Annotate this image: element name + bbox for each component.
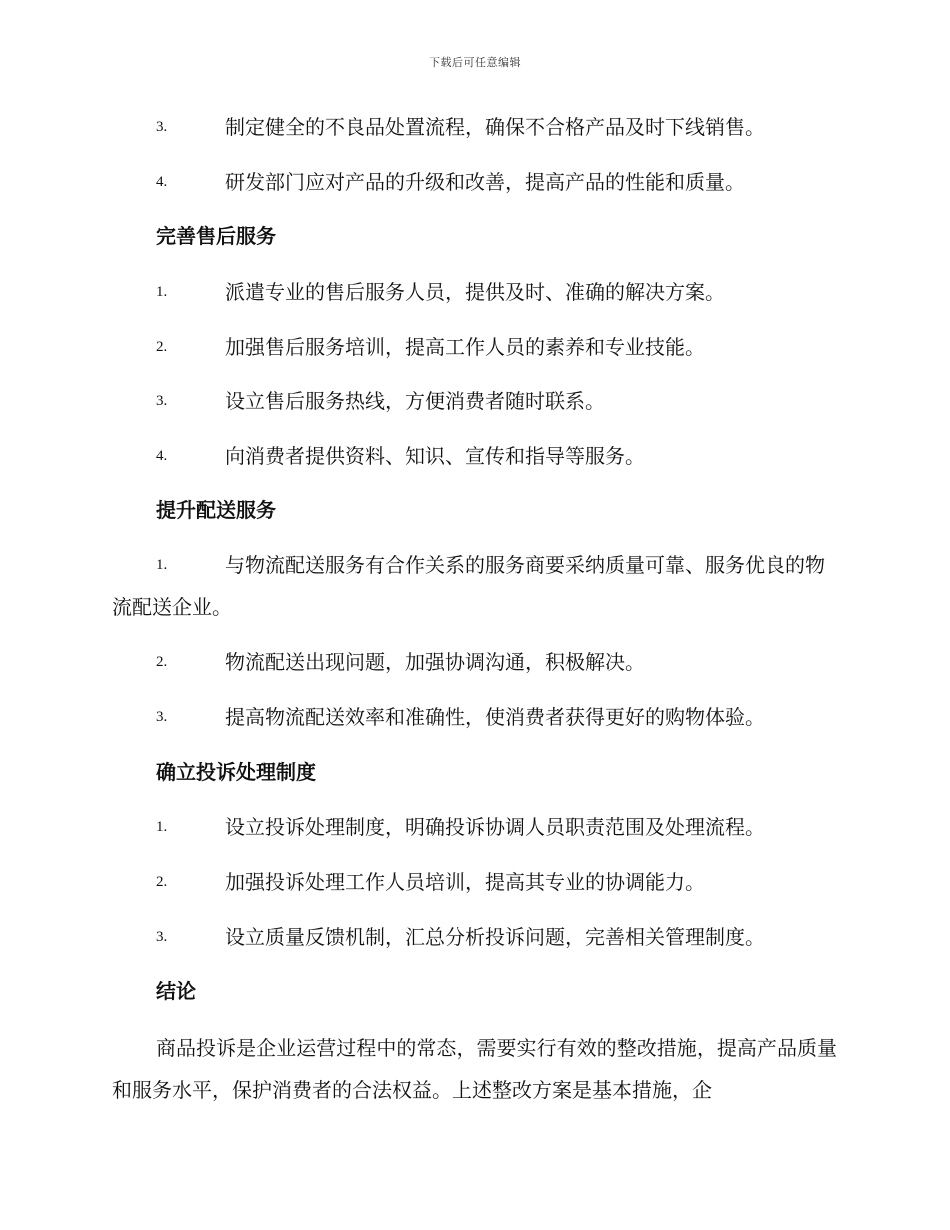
list-item — [112, 320, 837, 374]
list-text: 制定健全的不良品处置流程，确保不合格产品及时下线销售。 — [225, 115, 765, 139]
list-number: 1. — [156, 284, 168, 300]
list-number: 4. — [156, 448, 168, 464]
list-item — [112, 265, 837, 319]
list-text: 加强投诉处理工作人员培训，提高其专业的协调能力。 — [225, 870, 705, 894]
list-text: 提高物流配送效率和准确性，使消费者获得更好的购物体验。 — [225, 705, 765, 729]
conclusion-paragraph: 商品投诉是企业运营过程中的常态，需要实行有效的整改措施，提高产品质量和服务水平，保护消费者的合法权益。上述整改方案是基本措施，企 — [112, 1036, 837, 1102]
list-item — [112, 690, 837, 744]
list-text: 设立质量反馈机制，汇总分析投诉问题，完善相关管理制度。 — [225, 925, 765, 949]
list-number: 2. — [156, 654, 168, 670]
list-item — [112, 374, 837, 428]
list-number: 3. — [156, 393, 168, 409]
list-number: 1. — [156, 557, 168, 573]
section-heading-delivery: 提升配送服务 — [156, 498, 276, 522]
list-number: 2. — [156, 339, 168, 355]
list-number: 3. — [156, 709, 168, 725]
list-text: 设立投诉处理制度，明确投诉协调人员职责范围及处理流程。 — [225, 815, 765, 839]
list-item — [112, 855, 837, 909]
list-number: 4. — [156, 174, 168, 190]
list-number: 2. — [156, 874, 168, 890]
list-text: 派遣专业的售后服务人员，提供及时、准确的解决方案。 — [225, 280, 725, 304]
list-text: 与物流配送服务有合作关系的服务商要采纳质量可靠、服务优良的物流配送企业。 — [112, 553, 825, 619]
list-text: 向消费者提供资料、知识、宣传和指导等服务。 — [225, 444, 645, 468]
list-number: 1. — [156, 819, 168, 835]
list-text: 研发部门应对产品的升级和改善，提高产品的性能和质量。 — [225, 170, 745, 194]
list-item — [112, 544, 837, 628]
list-item — [112, 800, 837, 854]
list-number: 3. — [156, 119, 168, 135]
section-heading-aftersales: 完善售后服务 — [156, 224, 276, 248]
section-heading-complaint: 确立投诉处理制度 — [156, 760, 316, 784]
list-text: 设立售后服务热线，方便消费者随时联系。 — [225, 389, 605, 413]
page-header: 下载后可任意编辑 — [429, 56, 521, 69]
list-item — [112, 100, 837, 154]
list-item — [112, 635, 837, 689]
list-text: 物流配送出现问题，加强协调沟通，积极解决。 — [225, 650, 645, 674]
list-text: 加强售后服务培训，提高工作人员的素养和专业技能。 — [225, 335, 705, 359]
list-number: 3. — [156, 929, 168, 945]
section-heading-conclusion: 结论 — [156, 979, 196, 1003]
list-item — [112, 155, 837, 209]
list-item — [112, 910, 837, 964]
list-item — [112, 429, 837, 483]
